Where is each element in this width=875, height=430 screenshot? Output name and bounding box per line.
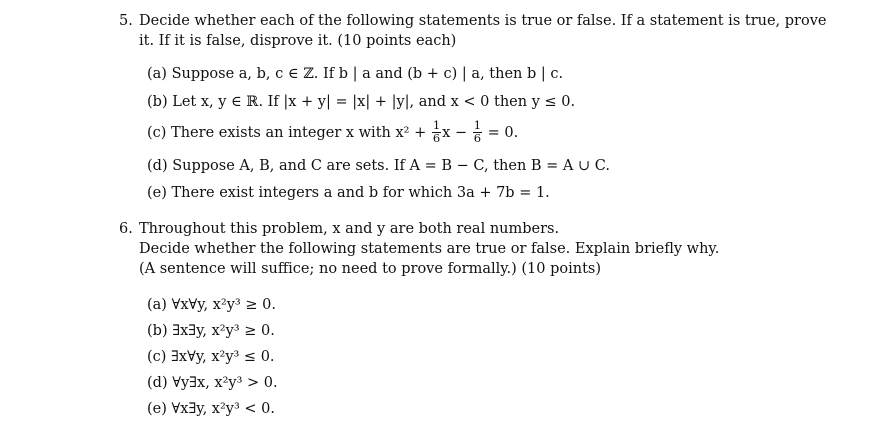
item-text: ∃x∃y, x²y³ ≥ 0. — [172, 323, 275, 339]
problem-6-number: 6. — [119, 221, 133, 237]
item-text: There exist integers a and b for which 3a + 7b = 1. — [171, 185, 550, 201]
item-text: ∃x∀y, x²y³ ≤ 0. — [171, 349, 275, 365]
problem-6-intro-line2: Decide whether the following statements are true or false. Explain briefly why. — [139, 241, 720, 257]
problem-6-item-e — [147, 400, 275, 418]
problem-5-item-a — [147, 65, 563, 83]
problem-5-item-c — [147, 118, 519, 145]
item-label: (e) — [147, 185, 167, 201]
item-text-before: There exists an integer x with x² + — [171, 125, 431, 141]
item-label: (d) — [147, 158, 168, 174]
fraction-denominator: 6 — [432, 130, 441, 145]
fraction-numerator: 1 — [473, 118, 482, 132]
problem-6-intro-line1: Throughout this problem, x and y are both real numbers. — [139, 221, 560, 237]
problem-5-intro-line1: Decide whether each of the following statements is true or false. If a statement is true, prove — [139, 13, 827, 29]
item-label: (b) — [147, 323, 168, 339]
item-text: Suppose a, b, c ∈ ℤ. If b | a and (b + c) | a, then b | c. — [171, 66, 564, 82]
fraction-numerator: 1 — [432, 118, 441, 132]
fraction-denominator: 6 — [473, 130, 482, 145]
item-label: (d) — [147, 375, 168, 391]
item-text: Suppose A, B, and C are sets. If A = B − C, then B = A ∪ C. — [172, 158, 610, 174]
problem-6-item-a — [147, 296, 276, 314]
problem-5-item-b — [147, 93, 575, 111]
item-text: ∀y∃x, x²y³ > 0. — [172, 375, 278, 391]
problem-5-item-d — [147, 157, 610, 175]
item-label: (c) — [147, 349, 167, 365]
fraction-one-sixth — [432, 120, 441, 144]
item-text: ∀x∃y, x²y³ < 0. — [171, 401, 275, 417]
item-text-after: = 0. — [483, 125, 519, 141]
item-label: (a) — [147, 297, 167, 313]
item-text-mid: x − — [442, 125, 472, 141]
item-text: Let x, y ∈ ℝ. If |x + y| = |x| + |y|, and x < 0 then y ≤ 0. — [172, 94, 576, 110]
item-text: ∀x∀y, x²y³ ≥ 0. — [171, 297, 276, 313]
problem-6-item-d — [147, 374, 278, 392]
problem-6-intro-line3: (A sentence will suffice; no need to prove formally.) (10 points) — [139, 261, 602, 277]
problem-5-item-e — [147, 184, 550, 202]
problem-6-item-b — [147, 322, 275, 340]
problem-6-item-c — [147, 348, 275, 366]
problem-5-number: 5. — [119, 13, 133, 29]
fraction-one-sixth — [473, 120, 482, 144]
item-label: (e) — [147, 401, 167, 417]
item-label: (c) — [147, 125, 167, 141]
problem-5-intro-line2: it. If it is false, disprove it. (10 points each) — [139, 33, 457, 49]
item-label: (a) — [147, 66, 167, 82]
item-label: (b) — [147, 94, 168, 110]
